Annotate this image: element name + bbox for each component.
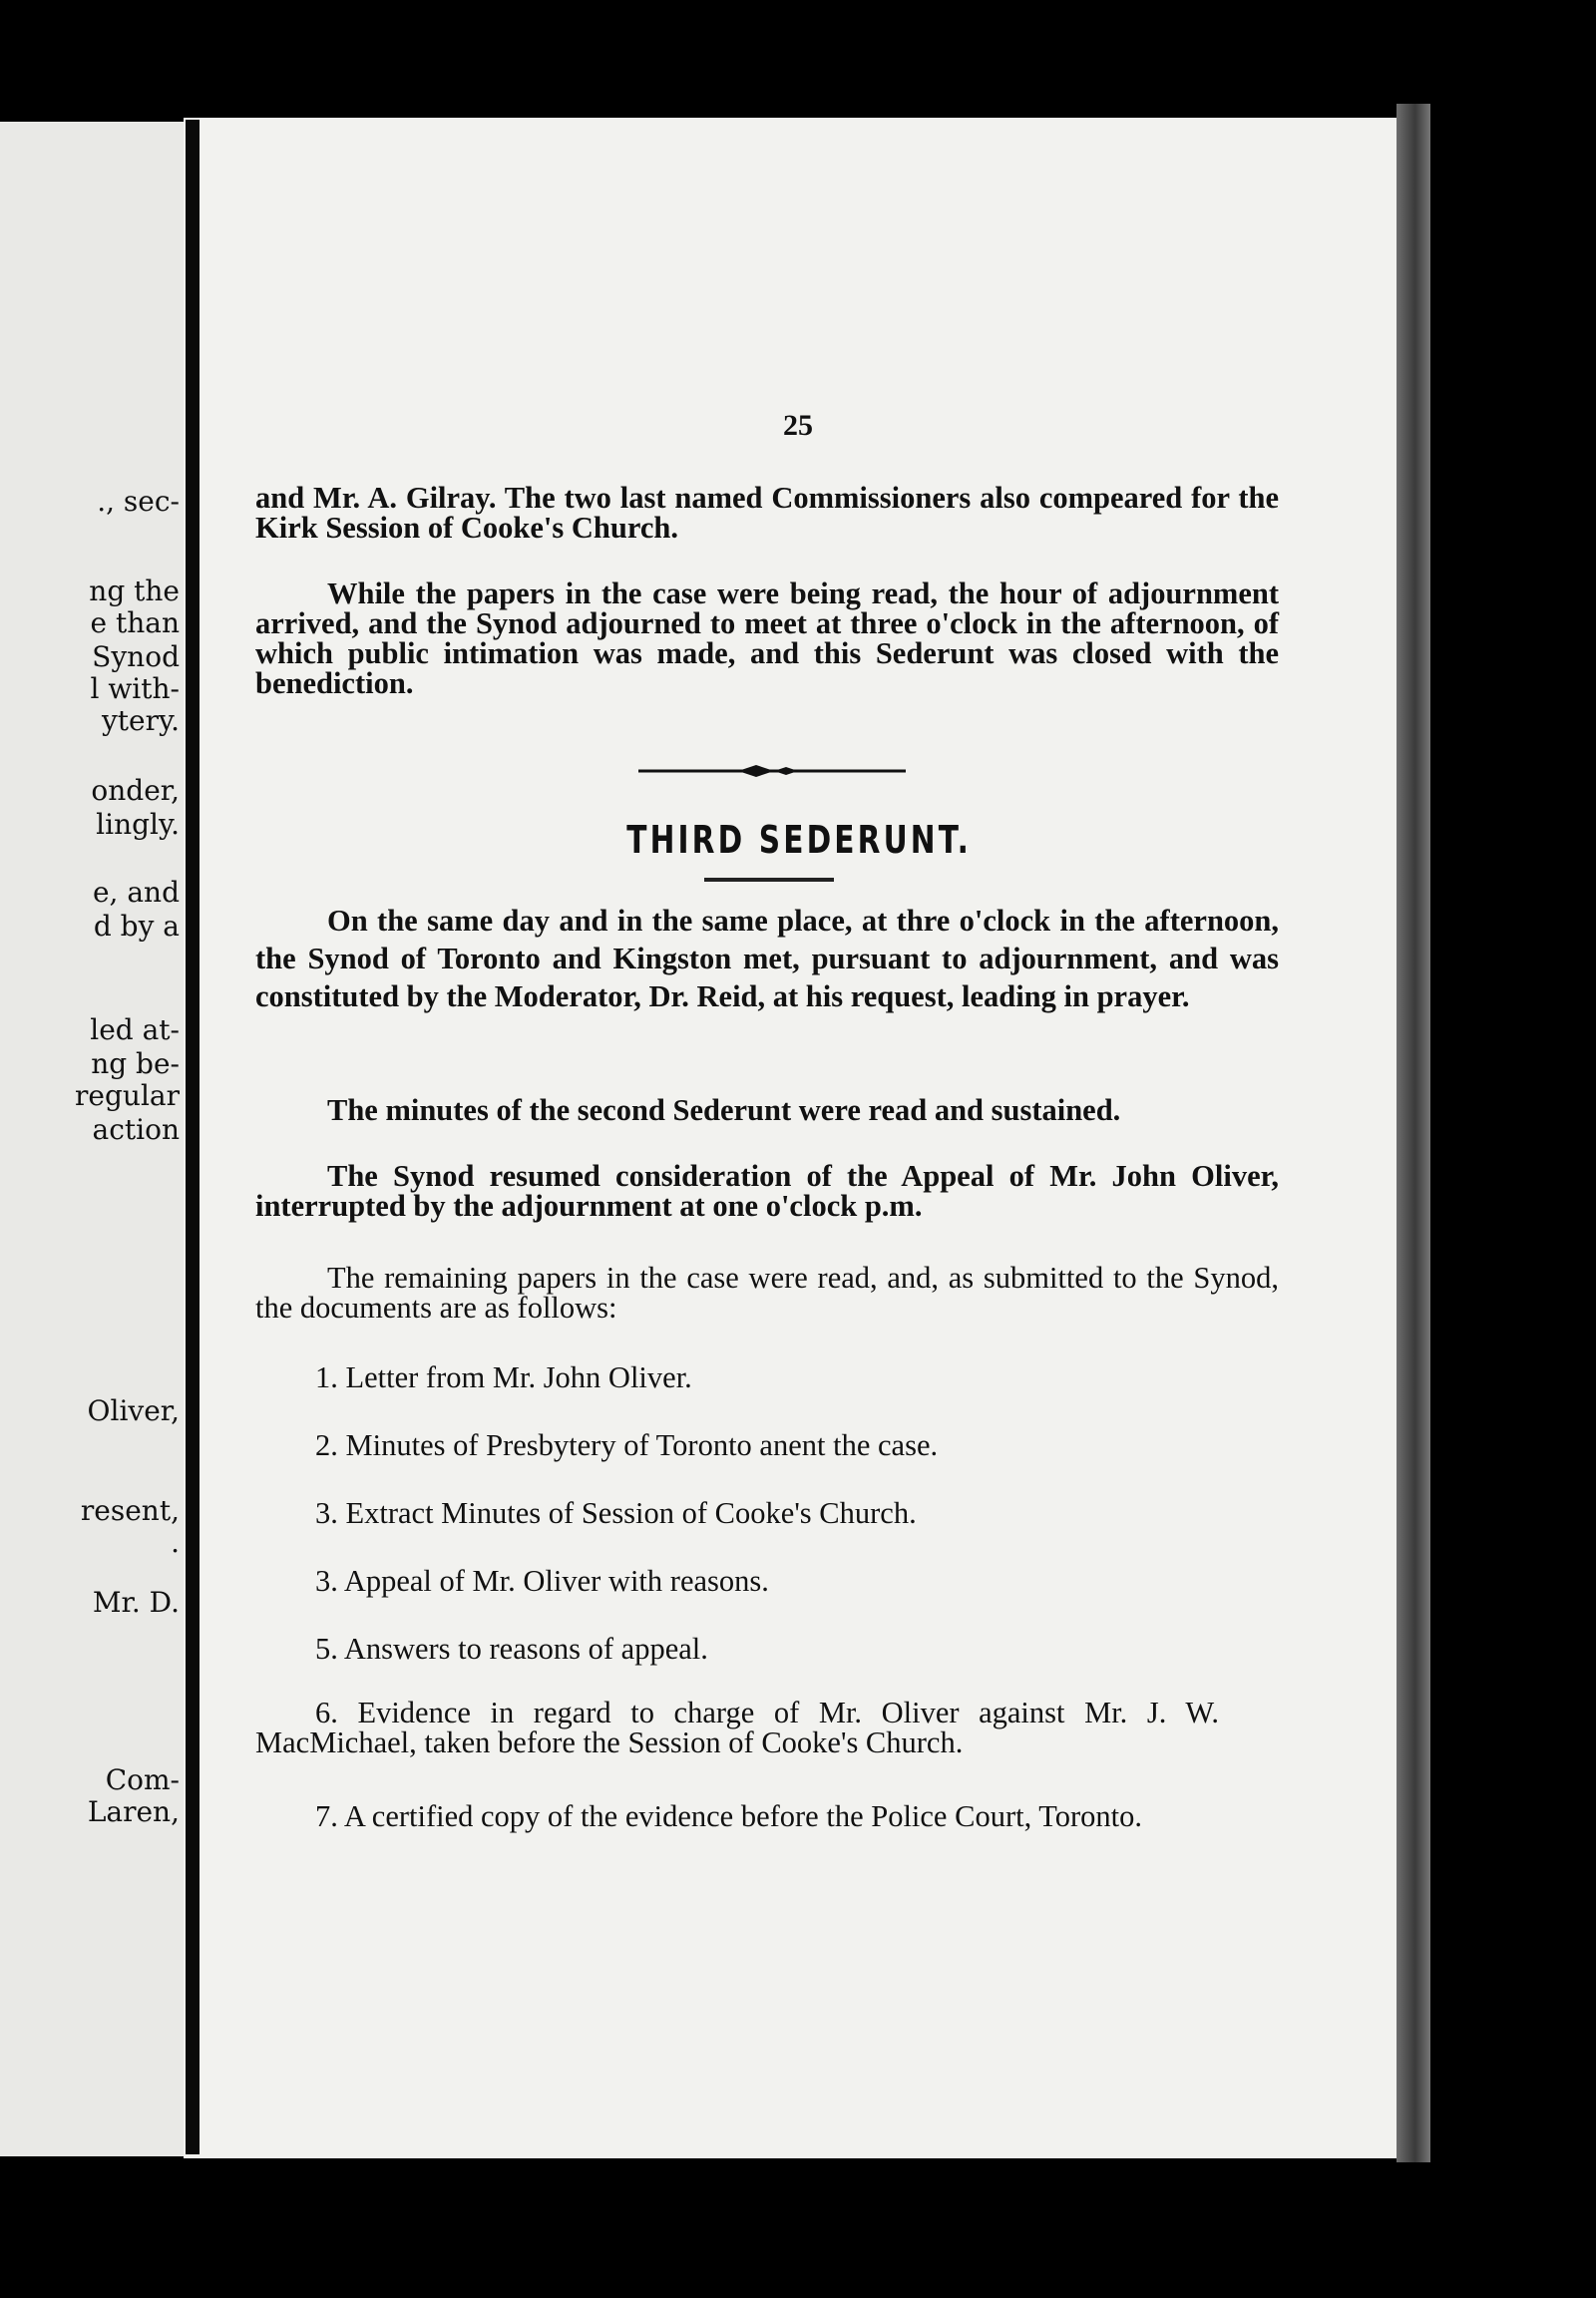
left-page-fragment: Synod bbox=[92, 640, 180, 673]
left-page-fragment: Laren, bbox=[87, 1795, 180, 1828]
paragraph-text: The remaining papers in the case were read, and, as submitted to the Synod, the documents are as follows: bbox=[255, 1261, 1279, 1325]
list-item: 6. Evidence in regard to charge of Mr. Oliver against Mr. J. W. MacMichael, taken before the Session of Cooke's Church. bbox=[255, 1696, 1219, 1759]
left-page-fragment: ytery. bbox=[101, 704, 180, 737]
left-page-fragment: ng be- bbox=[91, 1047, 180, 1080]
paragraph-text: On the same day and in the same place, at thre o'clock in the afternoon, the Synod of Toronto and Kingston met, pursuant to adjournment, and was constituted by the Moderator, Dr. Reid, at his request, leading in prayer. bbox=[255, 904, 1279, 1013]
left-page-fragment: led at- bbox=[90, 1013, 180, 1046]
left-page-fragment: resent, bbox=[80, 1494, 180, 1527]
list-item: 2. Minutes of Presbytery of Toronto anent the case. bbox=[315, 1428, 939, 1462]
left-page-fragment: ng the bbox=[89, 574, 180, 607]
left-page-fragment: Mr. D. bbox=[92, 1586, 180, 1619]
left-page-fragment: . bbox=[171, 1526, 180, 1559]
paragraph-minutes bbox=[255, 1095, 1279, 1125]
left-page-fragment: l with- bbox=[90, 672, 180, 705]
paragraph-appeal-resumed bbox=[255, 1161, 1279, 1221]
left-page-fragment: regular bbox=[75, 1079, 180, 1112]
left-page-fragment: onder, bbox=[91, 774, 180, 807]
ornament-divider bbox=[634, 764, 910, 778]
list-item: 3. Extract Minutes of Session of Cooke's Church. bbox=[315, 1496, 917, 1530]
paragraph-text: The minutes of the second Sederunt were read and sustained. bbox=[327, 1093, 1121, 1127]
paragraph-adjournment bbox=[255, 578, 1279, 698]
list-item: 7. A certified copy of the evidence before the Police Court, Toronto. bbox=[315, 1799, 1143, 1833]
section-heading: THIRD SEDERUNT. bbox=[626, 818, 972, 862]
paragraph-third-sederunt bbox=[255, 902, 1279, 1015]
paragraph-text: The Synod resumed consideration of the Appeal of Mr. John Oliver, interrupted by the adjournment at one o'clock p.m. bbox=[255, 1159, 1279, 1223]
list-item: 3. Appeal of Mr. Oliver with reasons. bbox=[315, 1564, 769, 1598]
paragraph-text: and Mr. A. Gilray. The two last named Commissioners also compeared for the Kirk Session of Cooke's Church. bbox=[255, 481, 1279, 545]
list-item: 5. Answers to reasons of appeal. bbox=[315, 1632, 708, 1666]
paragraph-text: While the papers in the case were being read, the hour of adjournment arrived, and the Synod adjourned to meet at three o'clock in the afternoon, of which public intimation was made, and this Sederunt was closed with the benediction. bbox=[255, 576, 1279, 700]
left-page-fragment: e, and bbox=[92, 876, 180, 909]
left-page-fragment: ., sec- bbox=[97, 485, 180, 518]
heading-underline bbox=[704, 878, 834, 882]
left-page-fragment: Oliver, bbox=[87, 1394, 180, 1427]
left-page-fragment: Com- bbox=[105, 1763, 180, 1796]
paragraph-commissioners bbox=[255, 483, 1279, 543]
left-page-fragment: lingly. bbox=[96, 808, 180, 841]
left-page-fragment: e than bbox=[90, 606, 180, 639]
left-page-fragment: d by a bbox=[93, 910, 180, 943]
paragraph-remaining-papers bbox=[255, 1263, 1279, 1323]
page-number: 25 bbox=[783, 409, 813, 442]
left-page-fragment: action bbox=[92, 1113, 180, 1146]
list-item: 1. Letter from Mr. John Oliver. bbox=[315, 1360, 692, 1394]
